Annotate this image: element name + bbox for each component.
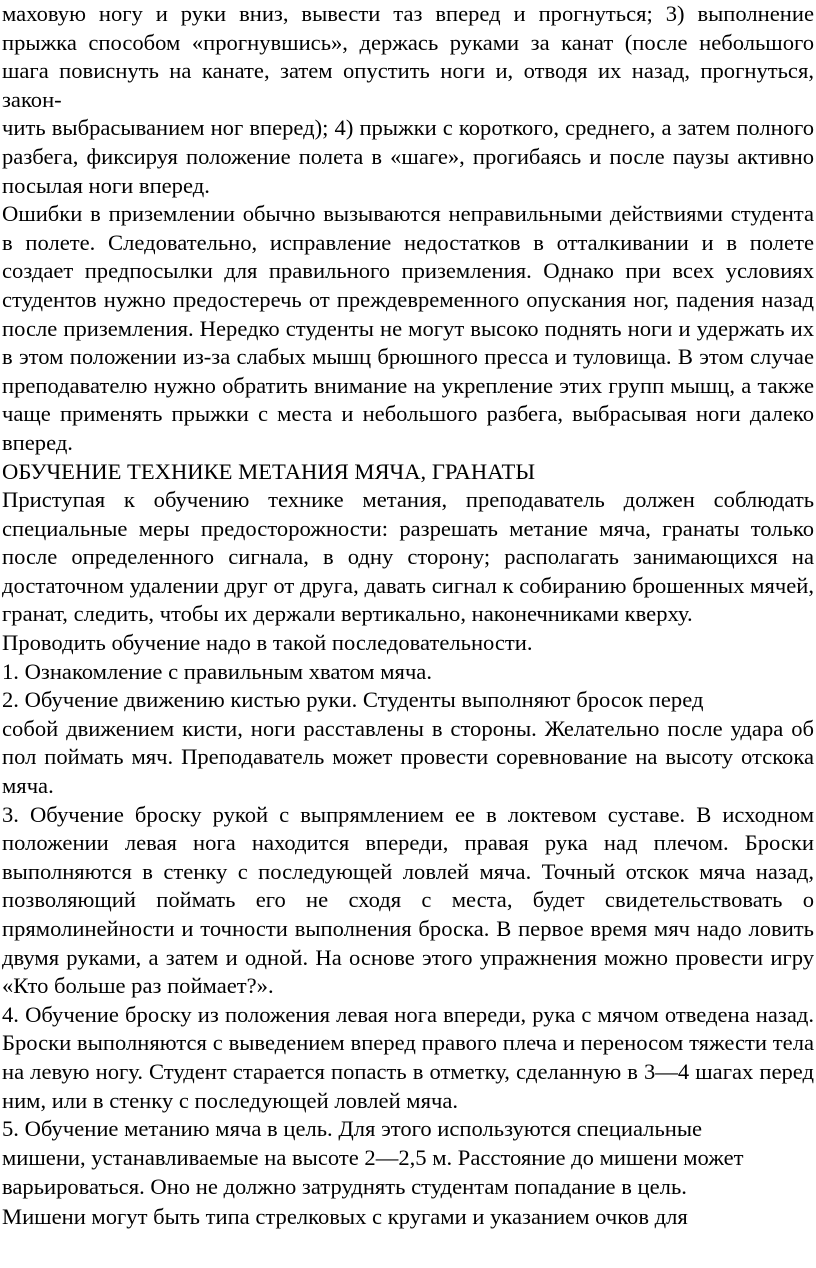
list-item-5-line-4: Мишени могут быть типа стрелковых с кругами и указанием очков для xyxy=(2,1203,688,1229)
paragraph-safety-measures: Приступая к обучению технике метания, преподаватель должен соблюдать специальные меры предосторожности: разрешать метание мяча, гранаты только после определенного сигнала, в одну сторону; располагать занимающихся на достаточном удалении друг от друга, давать сигнал к собиранию брошенных мячей, гранат, следить, чтобы их держали вертикально, наконечниками кверху. xyxy=(2,487,814,627)
paragraph-landing-errors: Ошибки в приземлении обычно вызываются неправильными действиями студента в полете. Следовательно, исправление недостатков в отталкивании и в полете создает предпосылки для правильного приземления. Однако при всех условиях студентов нужно предостеречь от преждевременного опускания ног, падения назад после приземления. Нередко студенты не могут высоко поднять ноги и удержать их в этом положении из-за слабых мышц брюшного пресса и туловища. В этом случае преподавателю нужно обратить внимание на укрепление этих групп мышц, а также чаще применять прыжки с места и небольшого разбега, выбрасывая ноги далеко вперед. xyxy=(2,201,814,455)
list-item-2-first-line: 2. Обучение движению кистью руки. Студенты выполняют бросок перед xyxy=(2,687,704,713)
list-item-4: 4. Обучение броску из положения левая нога впереди, рука с мячом отведена назад. Броски выполняются с выведением вперед правого плеча и переносом тяжести тела на левую ногу. Студент старается попасть в отметку, сделанную в 3—4 шагах перед ним, или в стенку с последующей ловлей мяча. xyxy=(2,1001,814,1113)
list-item-3: 3. Обучение броску рукой с выпрямлением ее в локтевом суставе. В исходном положении левая нога находится впереди, правая рука над плечом. Броски выполняются в стенку с последующей ловлей мяча. Точный отскок мяча назад, позволяющий поймать его не сходя с места, будет свидетельствовать о прямолинейности и точности выполнения броска. В первое время мяч надо ловить двумя руками, а затем и одной. На основе этого упражнения можно провести игру «Кто больше раз поймает?». xyxy=(2,801,814,999)
list-item-5-line-3: варьироваться. Оно не должно затруднять студентам попадание в цель. xyxy=(2,1174,687,1200)
list-item-2-continued: собой движением кисти, ноги расставлены в стороны. Желательно после удара об пол поймать мяч. Преподаватель может провести соревнование на высоту отскока мяча. xyxy=(2,715,814,799)
paragraph-sequence-intro: Проводить обучение надо в такой последовательности. xyxy=(2,630,533,656)
paragraph-jump-technique-continued: чить выбрасыванием ног вперед); 4) прыжки с короткого, среднего, а затем полного разбега, фиксируя положение полета в «шаге», прогибаясь и после паузы активно посылая ноги вперед. xyxy=(2,115,814,198)
list-item-5-line-2: мишени, устанавливаемые на высоте 2—2,5 м. Расстояние до мишени может xyxy=(2,1144,744,1170)
section-heading: ОБУЧЕНИЕ ТЕХНИКЕ МЕТАНИЯ МЯЧА, ГРАНАТЫ xyxy=(2,458,536,484)
list-item-1: 1. Ознакомление с правильным хватом мяча. xyxy=(2,658,432,684)
list-item-5-line-1: 5. Обучение метанию мяча в цель. Для этого используются специальные xyxy=(2,1116,703,1142)
paragraph-jump-technique-end: маховую ногу и руки вниз, вывести таз вперед и прогнуться; 3) выполнение прыжка способом «прогнувшись», держась руками за канат (после небольшого шага повиснуть на канате, затем опустить ноги и, отводя их назад, прогнуться, закон- xyxy=(2,1,814,112)
